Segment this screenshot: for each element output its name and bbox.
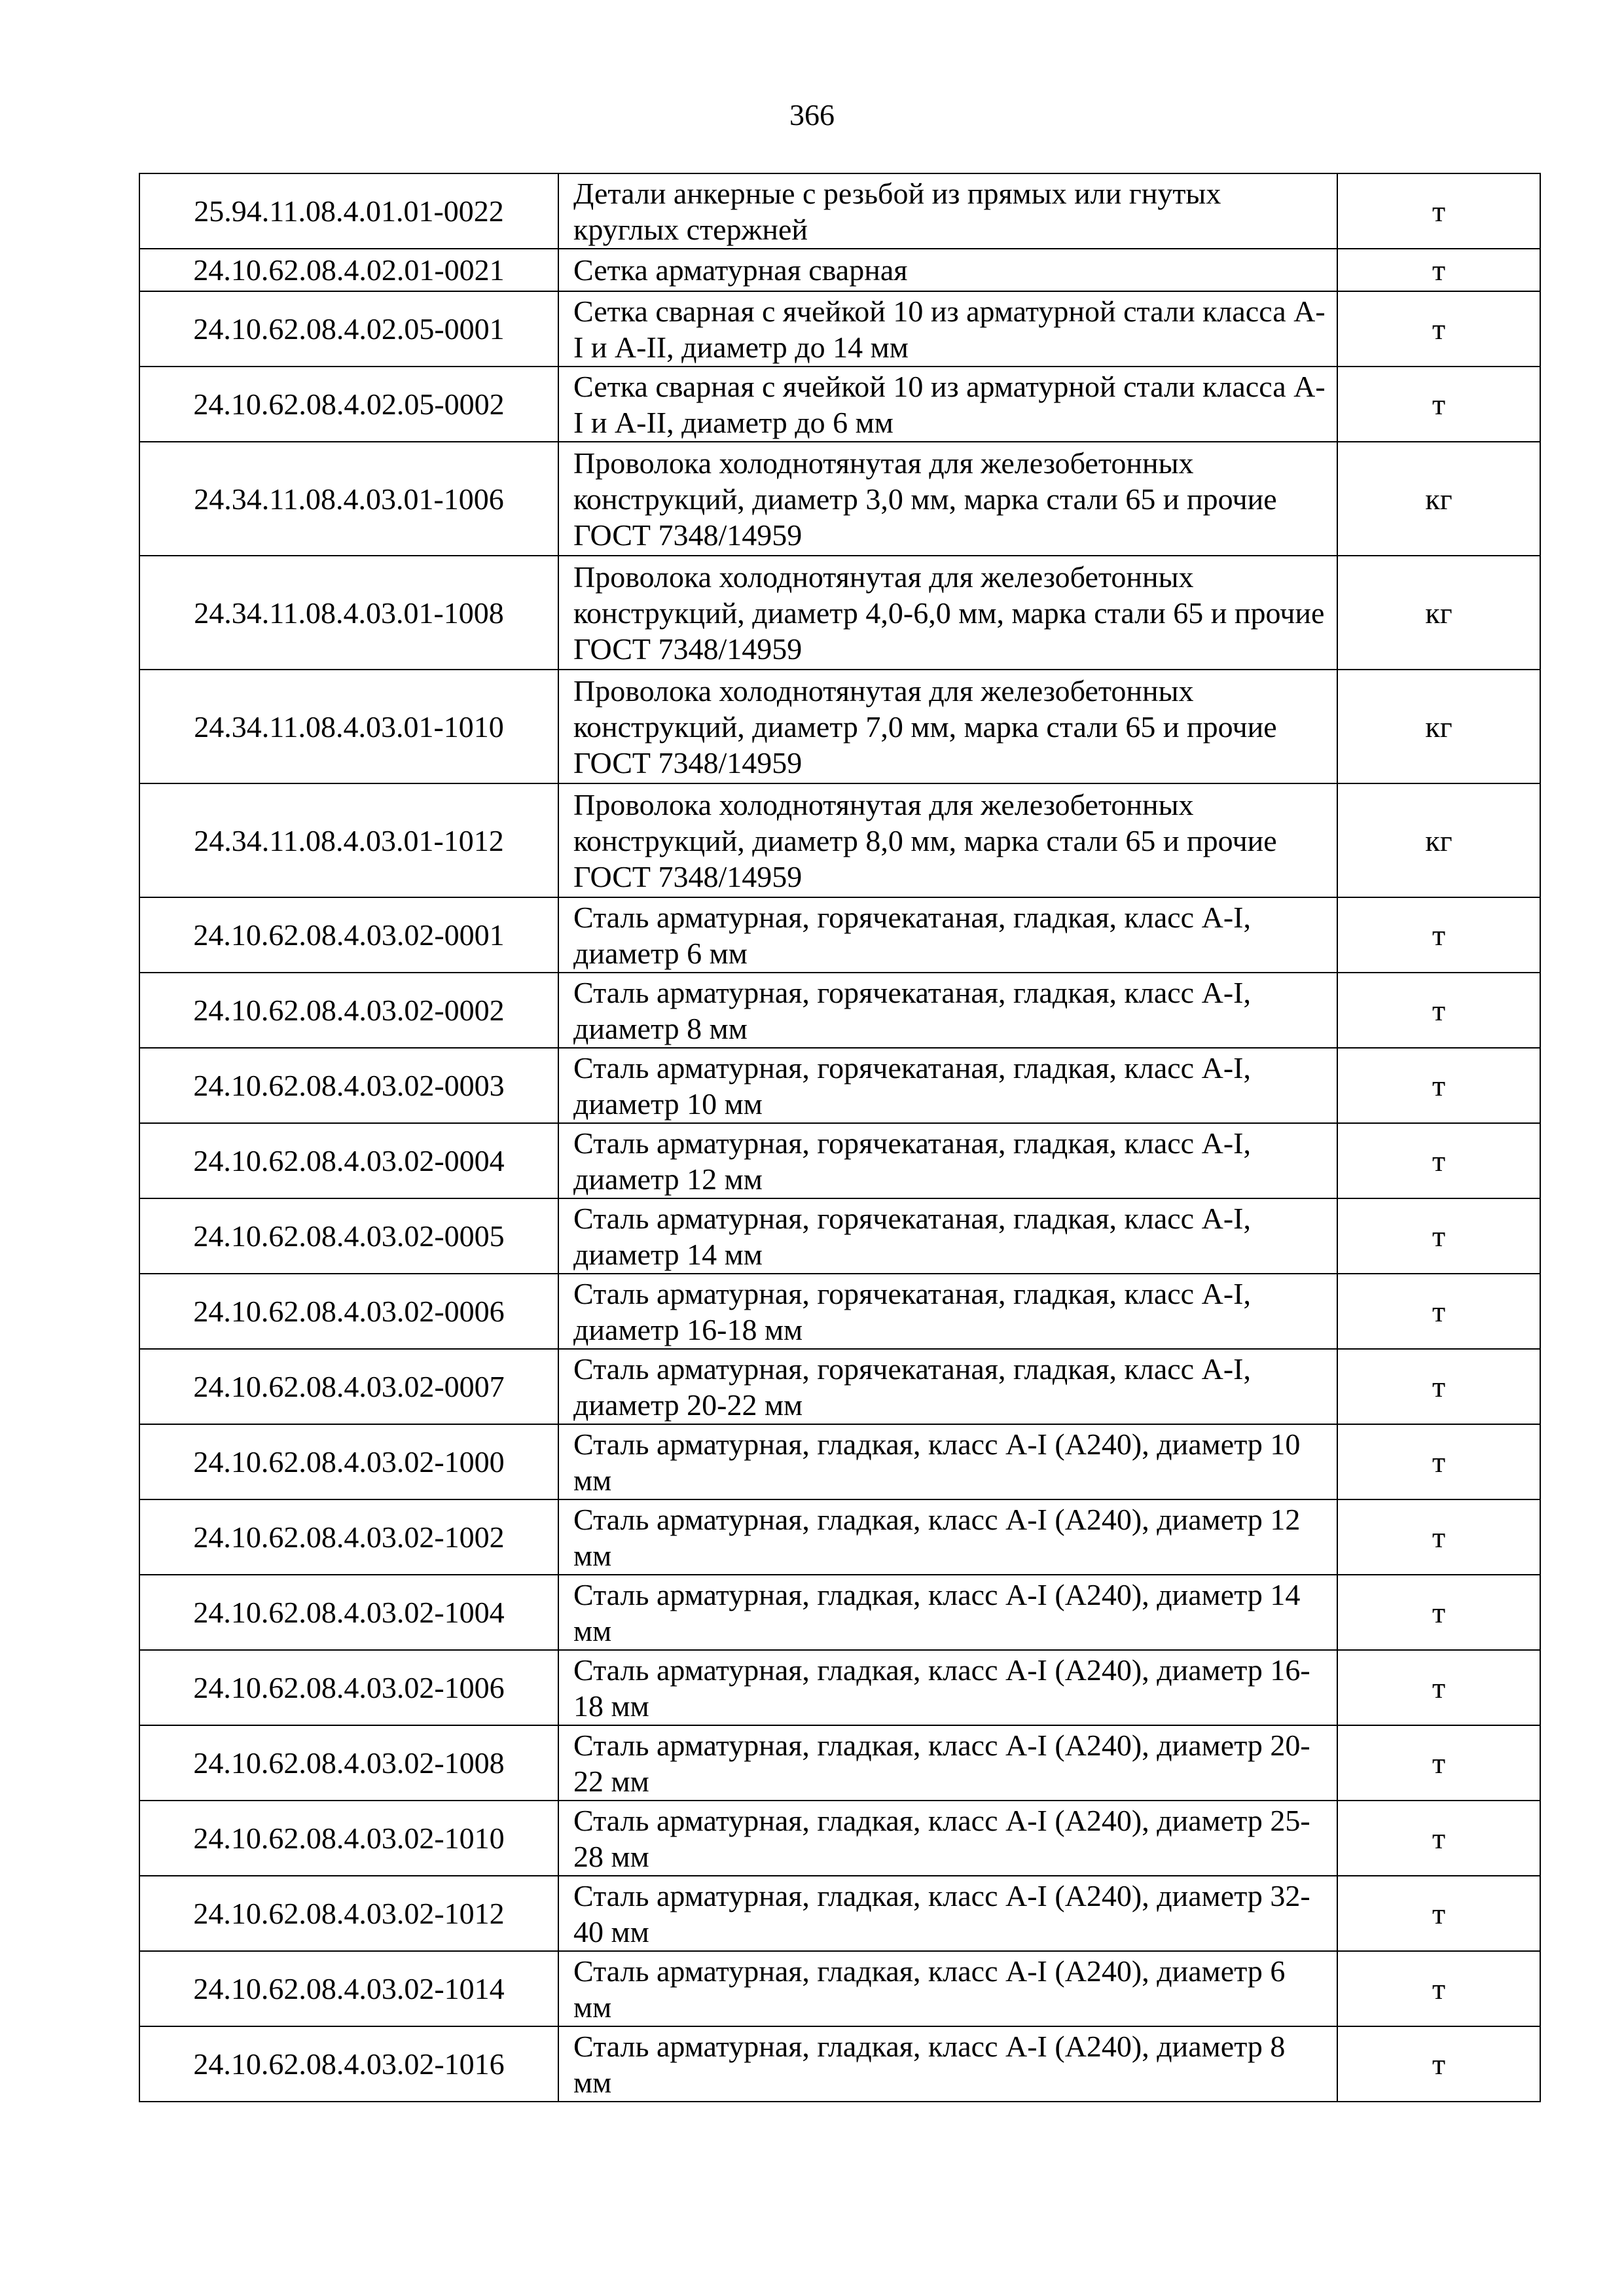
resource-code-cell: 24.34.11.08.4.03.01-1012 xyxy=(139,783,558,897)
resource-name-cell: Сталь арматурная, гладкая, класс А-I (А240), диаметр 10 мм xyxy=(558,1424,1337,1499)
unit-cell: т xyxy=(1337,2026,1540,2102)
resource-code-cell: 24.10.62.08.4.02.01-0021 xyxy=(139,249,558,291)
unit-cell: т xyxy=(1337,1198,1540,1274)
unit-cell: т xyxy=(1337,897,1540,973)
unit-cell: т xyxy=(1337,1499,1540,1575)
table-row xyxy=(139,173,1540,249)
resource-code-cell: 24.10.62.08.4.03.02-0001 xyxy=(139,897,558,973)
resource-name-cell: Сталь арматурная, горячекатаная, гладкая, класс А-I, диаметр 12 мм xyxy=(558,1123,1337,1198)
table-row xyxy=(139,1048,1540,1123)
table-row xyxy=(139,783,1540,897)
table-row xyxy=(139,1876,1540,1951)
resource-code-cell: 24.10.62.08.4.03.02-0007 xyxy=(139,1349,558,1424)
resource-name-cell: Проволока холоднотянутая для железобетонных конструкций, диаметр 8,0 мм, марка стали 65 и прочие ГОСТ 7348/14959 xyxy=(558,783,1337,897)
table-row xyxy=(139,1575,1540,1650)
resource-code-cell: 24.10.62.08.4.03.02-1002 xyxy=(139,1499,558,1575)
resource-code-cell: 24.10.62.08.4.03.02-0004 xyxy=(139,1123,558,1198)
resource-name-cell: Сталь арматурная, гладкая, класс А-I (А240), диаметр 20-22 мм xyxy=(558,1725,1337,1801)
unit-cell: т xyxy=(1337,249,1540,291)
resource-code-cell: 24.10.62.08.4.03.02-1010 xyxy=(139,1801,558,1876)
table-row xyxy=(139,1198,1540,1274)
unit-cell: т xyxy=(1337,1951,1540,2026)
resource-code-cell: 24.10.62.08.4.02.05-0002 xyxy=(139,367,558,442)
resource-name-cell: Сетка арматурная сварная xyxy=(558,249,1337,291)
resource-code-cell: 24.10.62.08.4.03.02-1012 xyxy=(139,1876,558,1951)
resource-name-cell: Детали анкерные с резьбой из прямых или гнутых круглых стержней xyxy=(558,173,1337,249)
unit-cell: т xyxy=(1337,1048,1540,1123)
unit-cell: кг xyxy=(1337,670,1540,783)
unit-cell: кг xyxy=(1337,442,1540,556)
unit-cell: кг xyxy=(1337,783,1540,897)
unit-cell: т xyxy=(1337,291,1540,367)
resource-code-cell: 24.10.62.08.4.03.02-0003 xyxy=(139,1048,558,1123)
resource-name-cell: Сталь арматурная, гладкая, класс А-I (А240), диаметр 16-18 мм xyxy=(558,1650,1337,1725)
table-row xyxy=(139,2026,1540,2102)
unit-cell: т xyxy=(1337,1650,1540,1725)
table-row xyxy=(139,1349,1540,1424)
resource-code-cell: 24.34.11.08.4.03.01-1010 xyxy=(139,670,558,783)
resource-name-cell: Сталь арматурная, горячекатаная, гладкая, класс А-I, диаметр 8 мм xyxy=(558,973,1337,1048)
unit-cell: т xyxy=(1337,1424,1540,1499)
unit-cell: кг xyxy=(1337,556,1540,670)
table-row xyxy=(139,1650,1540,1725)
table-row xyxy=(139,442,1540,556)
table-row xyxy=(139,249,1540,291)
resource-code-cell: 24.10.62.08.4.03.02-1000 xyxy=(139,1424,558,1499)
resource-name-cell: Сталь арматурная, горячекатаная, гладкая, класс А-I, диаметр 6 мм xyxy=(558,897,1337,973)
resource-name-cell: Проволока холоднотянутая для железобетонных конструкций, диаметр 7,0 мм, марка стали 65 и прочие ГОСТ 7348/14959 xyxy=(558,670,1337,783)
resource-code-cell: 24.10.62.08.4.03.02-1016 xyxy=(139,2026,558,2102)
unit-cell: т xyxy=(1337,173,1540,249)
table-row xyxy=(139,897,1540,973)
page-number: 366 xyxy=(789,98,835,132)
resource-name-cell: Сталь арматурная, горячекатаная, гладкая, класс А-I, диаметр 14 мм xyxy=(558,1198,1337,1274)
resource-code-cell: 24.34.11.08.4.03.01-1008 xyxy=(139,556,558,670)
resource-name-cell: Сталь арматурная, горячекатаная, гладкая, класс А-I, диаметр 16-18 мм xyxy=(558,1274,1337,1349)
resource-name-cell: Сталь арматурная, гладкая, класс А-I (А240), диаметр 6 мм xyxy=(558,1951,1337,2026)
resource-code-cell: 24.10.62.08.4.03.02-1008 xyxy=(139,1725,558,1801)
unit-cell: т xyxy=(1337,367,1540,442)
resource-name-cell: Сталь арматурная, горячекатаная, гладкая, класс А-I, диаметр 10 мм xyxy=(558,1048,1337,1123)
resource-name-cell: Проволока холоднотянутая для железобетонных конструкций, диаметр 3,0 мм, марка стали 65 и прочие ГОСТ 7348/14959 xyxy=(558,442,1337,556)
unit-cell: т xyxy=(1337,973,1540,1048)
resource-name-cell: Сетка сварная с ячейкой 10 из арматурной стали класса А-I и А-II, диаметр до 6 мм xyxy=(558,367,1337,442)
resource-name-cell: Сталь арматурная, горячекатаная, гладкая, класс А-I, диаметр 20-22 мм xyxy=(558,1349,1337,1424)
resource-name-cell: Сталь арматурная, гладкая, класс А-I (А240), диаметр 12 мм xyxy=(558,1499,1337,1575)
table-row xyxy=(139,367,1540,442)
table-row xyxy=(139,1801,1540,1876)
resource-name-cell: Сталь арматурная, гладкая, класс А-I (А240), диаметр 25-28 мм xyxy=(558,1801,1337,1876)
resource-name-cell: Сталь арматурная, гладкая, класс А-I (А240), диаметр 32-40 мм xyxy=(558,1876,1337,1951)
table-row xyxy=(139,1499,1540,1575)
resource-code-cell: 25.94.11.08.4.01.01-0022 xyxy=(139,173,558,249)
resource-name-cell: Сталь арматурная, гладкая, класс А-I (А240), диаметр 14 мм xyxy=(558,1575,1337,1650)
resource-name-cell: Сетка сварная с ячейкой 10 из арматурной стали класса А-I и А-II, диаметр до 14 мм xyxy=(558,291,1337,367)
unit-cell: т xyxy=(1337,1123,1540,1198)
table-row xyxy=(139,1725,1540,1801)
resource-code-cell: 24.10.62.08.4.03.02-0005 xyxy=(139,1198,558,1274)
resource-code-cell: 24.10.62.08.4.03.02-0006 xyxy=(139,1274,558,1349)
table-row xyxy=(139,1951,1540,2026)
unit-cell: т xyxy=(1337,1725,1540,1801)
resource-name-cell: Проволока холоднотянутая для железобетонных конструкций, диаметр 4,0-6,0 мм, марка стали 65 и прочие ГОСТ 7348/14959 xyxy=(558,556,1337,670)
unit-cell: т xyxy=(1337,1801,1540,1876)
table-row xyxy=(139,1274,1540,1349)
table-row xyxy=(139,973,1540,1048)
resource-code-cell: 24.10.62.08.4.02.05-0001 xyxy=(139,291,558,367)
unit-cell: т xyxy=(1337,1274,1540,1349)
table-row xyxy=(139,670,1540,783)
unit-cell: т xyxy=(1337,1349,1540,1424)
resource-code-cell: 24.10.62.08.4.03.02-0002 xyxy=(139,973,558,1048)
table-row xyxy=(139,291,1540,367)
resource-code-cell: 24.10.62.08.4.03.02-1006 xyxy=(139,1650,558,1725)
resource-code-cell: 24.10.62.08.4.03.02-1014 xyxy=(139,1951,558,2026)
resource-code-cell: 24.10.62.08.4.03.02-1004 xyxy=(139,1575,558,1650)
unit-cell: т xyxy=(1337,1575,1540,1650)
resource-name-cell: Сталь арматурная, гладкая, класс А-I (А240), диаметр 8 мм xyxy=(558,2026,1337,2102)
table-row xyxy=(139,1123,1540,1198)
table-row xyxy=(139,1424,1540,1499)
resource-code-cell: 24.34.11.08.4.03.01-1006 xyxy=(139,442,558,556)
unit-cell: т xyxy=(1337,1876,1540,1951)
materials-table xyxy=(139,173,1541,2102)
table-row xyxy=(139,556,1540,670)
